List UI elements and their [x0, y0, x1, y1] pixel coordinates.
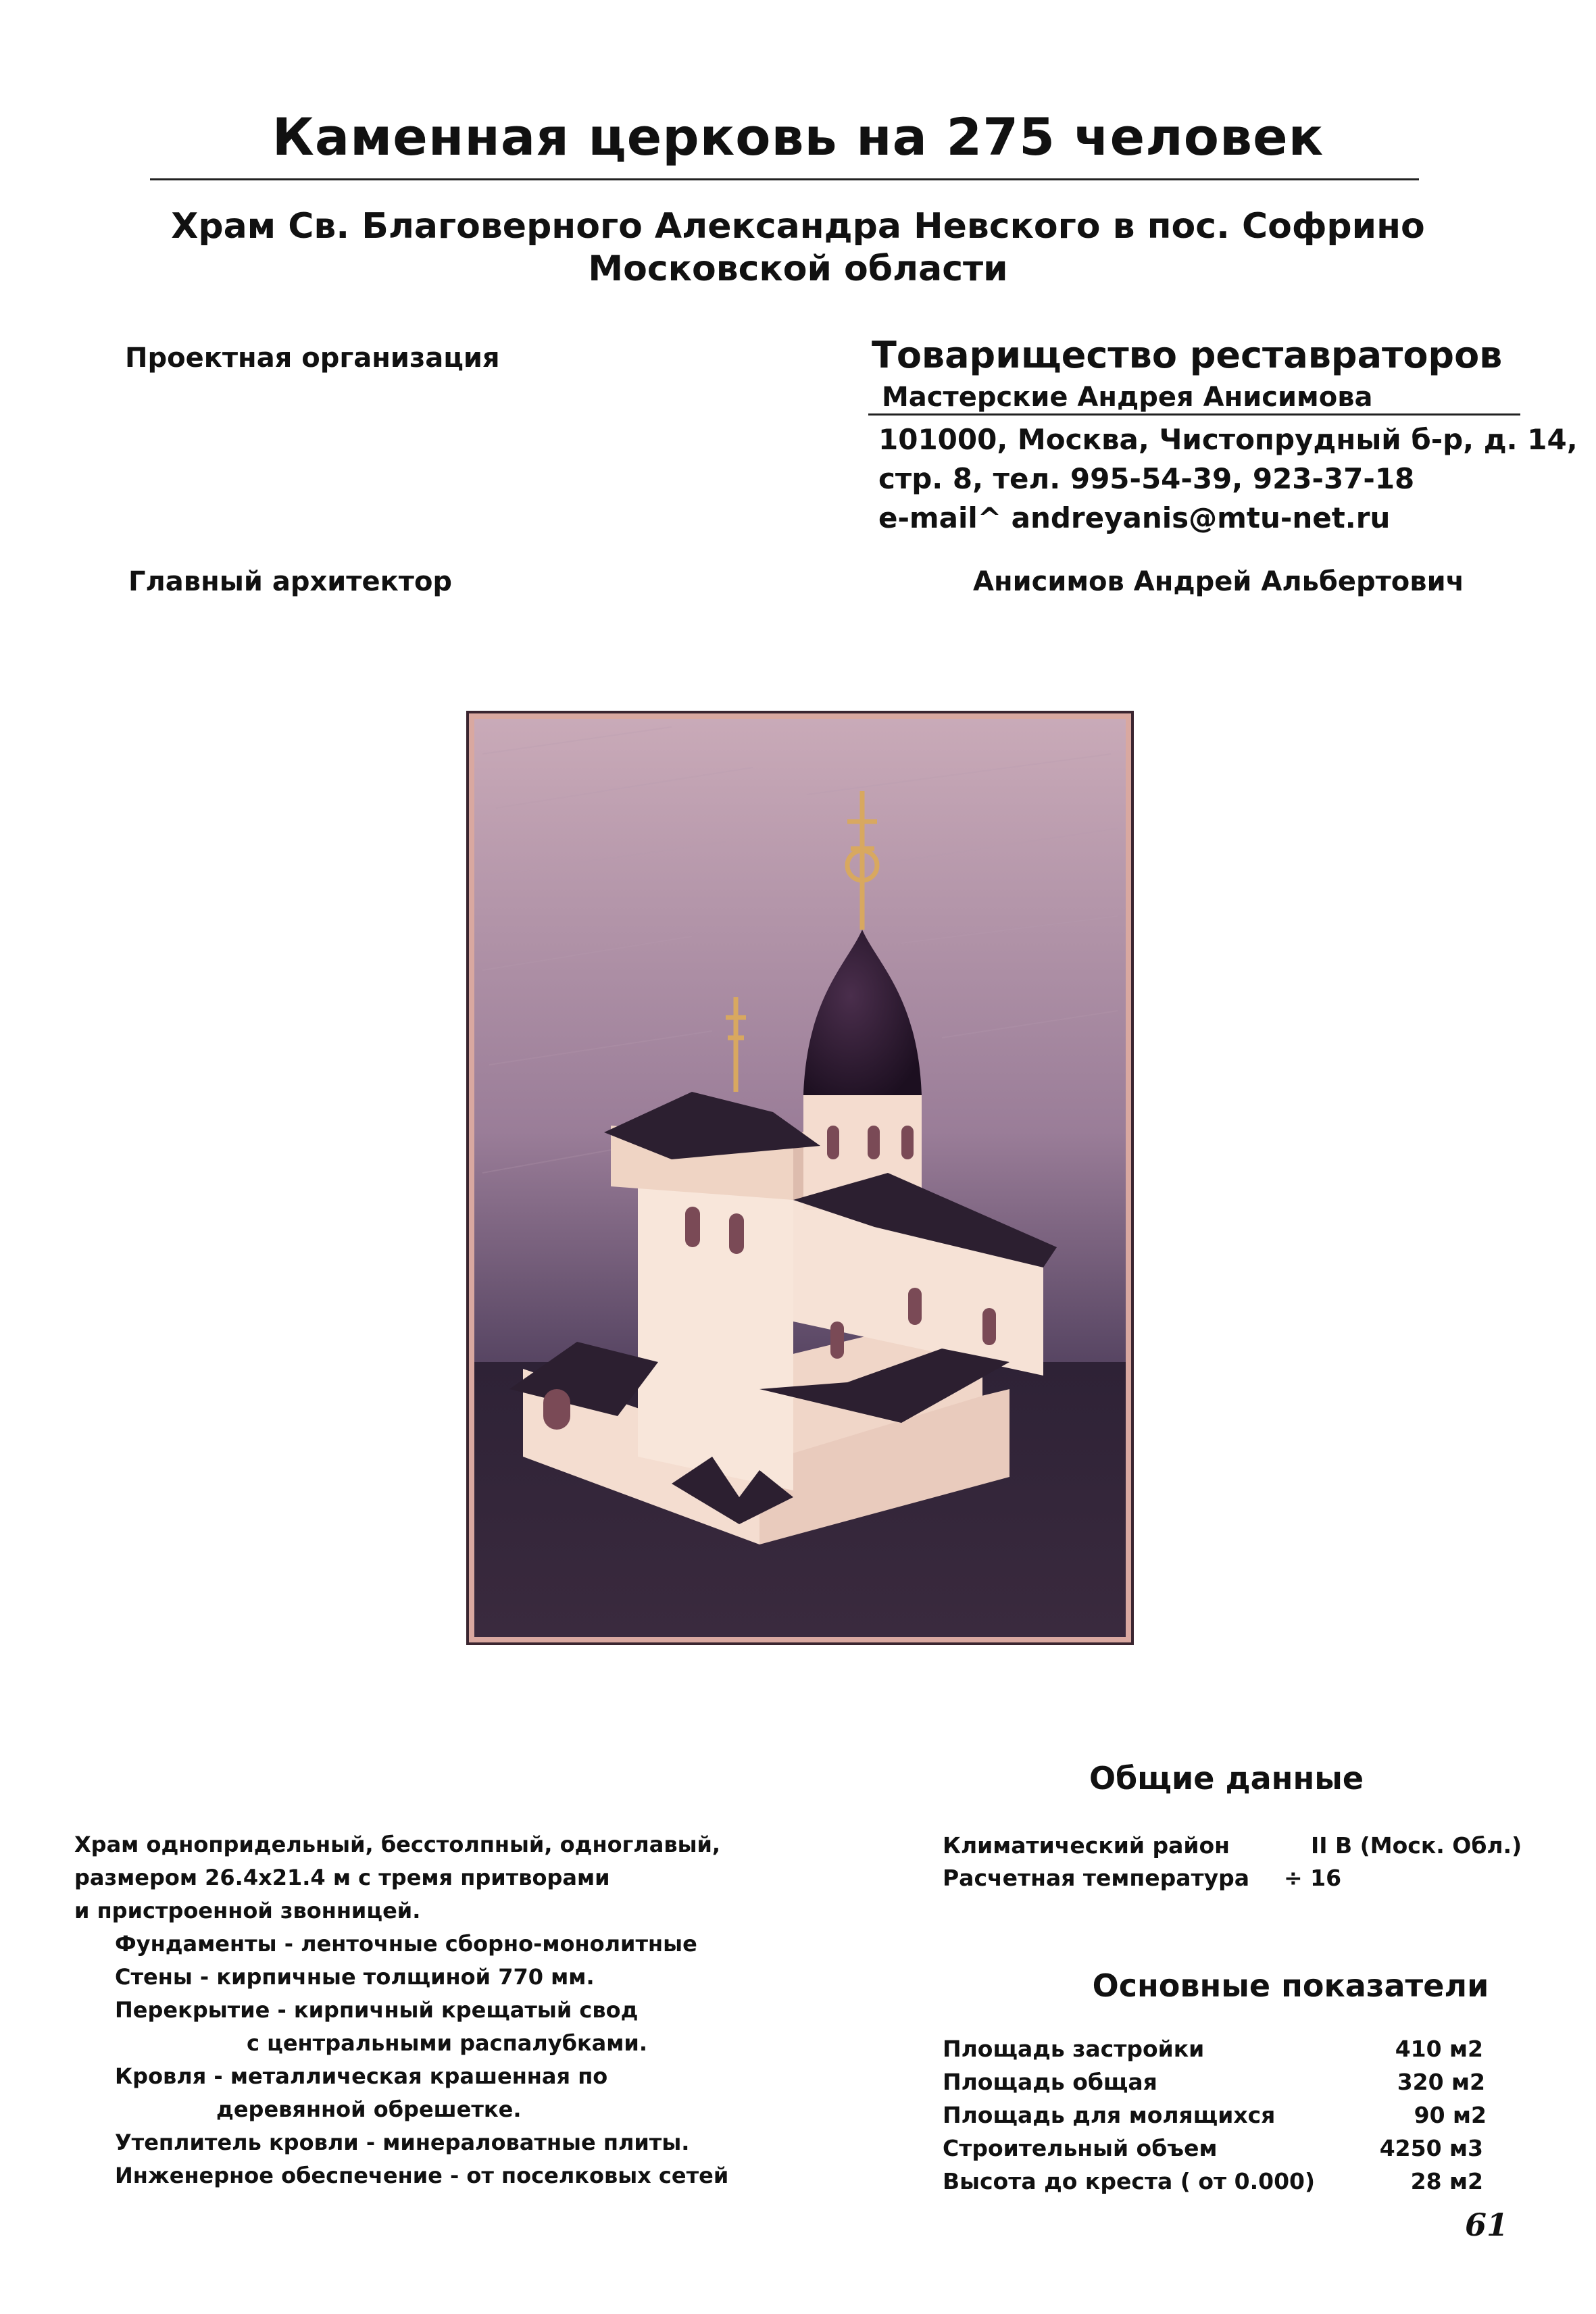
description-line: Утеплитель кровли - минераловатные плиты.: [115, 2130, 690, 2155]
general-row-value: ÷ 16: [1284, 1865, 1342, 1891]
church-illustration: [466, 711, 1134, 1645]
general-row-label: Климатический район: [943, 1832, 1230, 1859]
indicator-row-value: 320 м2: [1397, 2069, 1485, 2095]
architect-label: Главный архитектор: [128, 566, 453, 597]
general-row-label: Расчетная температура: [943, 1865, 1250, 1891]
address-line-1: 101000, Москва, Чистопрудный б-р, д. 14,: [878, 423, 1578, 456]
organization-rule: [868, 413, 1520, 416]
architect-name: Анисимов Андрей Альбертович: [973, 566, 1465, 597]
organization-address: [878, 420, 1578, 538]
description-line: с центральными распалубками.: [247, 2030, 647, 2056]
indicator-row-value: 410 м2: [1395, 2036, 1483, 2062]
description-line: размером 26.4x21.4 м с тремя притворами: [74, 1865, 610, 1890]
organization-label: Проектная организация: [125, 343, 500, 374]
indicator-row-label: Площадь общая: [943, 2069, 1157, 2095]
subtitle-line-1: Храм Св. Благоверного Александра Невского в пос. Софрино: [171, 206, 1425, 247]
indicator-row-label: Площадь застройки: [943, 2036, 1205, 2062]
description-block: [74, 1828, 728, 2192]
indicator-row-label: Площадь для молящихся: [943, 2102, 1276, 2128]
general-row-value: II B (Моск. Обл.): [1311, 1832, 1522, 1859]
organization-subname: Мастерские Андрея Анисимова: [882, 382, 1373, 413]
address-line-2: стр. 8, тел. 995-54-39, 923-37-18: [878, 462, 1415, 495]
indicator-row-label: Высота до креста ( от 0.000): [943, 2168, 1316, 2194]
description-line: Фундаменты - ленточные сборно-монолитные: [115, 1931, 697, 1957]
indicator-row-value: 90 м2: [1414, 2102, 1487, 2128]
indicator-row-label: Строительный объем: [943, 2135, 1218, 2161]
general-data-title: Общие данные: [1089, 1760, 1364, 1796]
page-title: Каменная церковь на 275 человек: [272, 107, 1324, 167]
indicator-row-value: 4250 м3: [1379, 2135, 1483, 2161]
organization-name: Товарищество реставраторов: [872, 334, 1503, 376]
description-line: Перекрытие - кирпичный крещатый свод: [115, 1997, 639, 2023]
description-line: Храм однопридельный, бесстолпный, одноглавый,: [74, 1832, 721, 1857]
description-line: Стены - кирпичные толщиной 770 мм.: [115, 1964, 595, 1990]
description-line: и пристроенной звонницей.: [74, 1898, 421, 1923]
page-number: 61: [1465, 2207, 1509, 2243]
description-line: деревянной обрешетке.: [216, 2096, 522, 2122]
indicator-row-value: 28 м2: [1410, 2168, 1483, 2194]
address-line-3: e-mail^ andreyanis@mtu-net.ru: [878, 501, 1391, 534]
title-rule: [150, 178, 1419, 180]
indicators-title: Основные показатели: [1092, 1967, 1489, 2004]
church-drawing: [469, 713, 1131, 1642]
description-line: Инженерное обеспечение - от поселковых сетей: [115, 2163, 729, 2188]
subtitle-line-2: Московской области: [588, 249, 1008, 289]
description-line: Кровля - металлическая крашенная по: [115, 2063, 608, 2089]
